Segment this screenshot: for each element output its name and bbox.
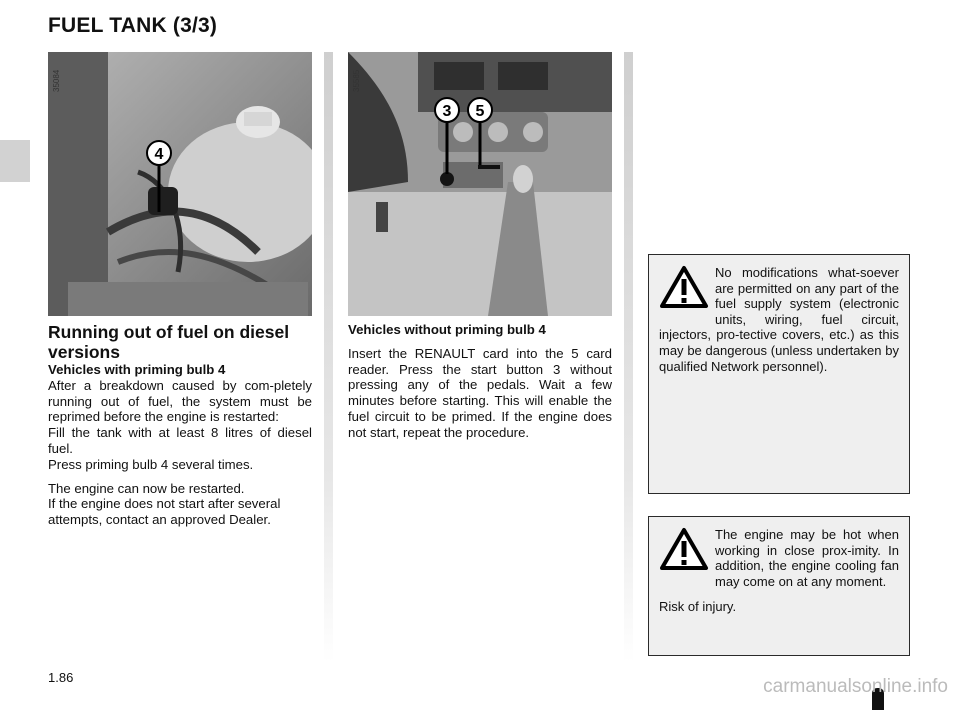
dashboard-photo	[348, 52, 612, 316]
warning-text: No modifications what-soever are permitted on any part of the fuel supply system (electronic units, wiring, fuel circuit, injectors, pro-tective covers, etc.) as this may be dangerous (unless undertaken by qualified Network personnel).	[659, 265, 899, 374]
subheading-without-bulb: Vehicles without priming bulb 4	[348, 322, 546, 337]
paragraph: Fill the tank with at least 8 litres of diesel fuel.	[48, 425, 312, 456]
warning-text: The engine may be hot when working in close prox-imity. In addition, the engine cooling fan may come on at any moment.	[715, 527, 899, 589]
paragraph: If the engine does not start after several attempts, contact an approved Dealer.	[48, 496, 281, 528]
paragraph: After a breakdown caused by com-pletely running out of fuel, the system must be reprimed before the engine is restarted:	[48, 377, 312, 425]
column1-text	[48, 362, 312, 528]
callout-3: 3	[442, 103, 452, 120]
warning-text-risk: Risk of injury.	[659, 599, 737, 615]
section-heading: Running out of fuel on diesel versions	[48, 322, 290, 362]
photo-ref-number: 35084	[52, 69, 61, 92]
page-number: 1.86	[48, 670, 74, 685]
callout-5: 5	[475, 103, 485, 120]
paragraph: Press priming bulb 4 several times.	[48, 456, 254, 472]
column2-text	[348, 322, 612, 441]
photo-ref-number: 35585	[352, 69, 361, 92]
column-divider-1	[324, 52, 333, 662]
paragraph: Insert the RENAULT card into the 5 card reader. Press the start button 3 without pressing any of the pedals. Wait a few minutes before starting. This will enable the fuel circuit to be primed. If the engine does not start, repeat the procedure.	[348, 345, 612, 440]
page-title: FUEL TANK (3/3)	[48, 14, 218, 37]
watermark: carmanualsonline.info	[763, 676, 948, 697]
paragraph: The engine can now be restarted.	[48, 480, 245, 496]
column-divider-2	[624, 52, 633, 662]
callout-4: 4	[154, 146, 164, 163]
subheading-with-bulb: Vehicles with priming bulb 4	[48, 362, 226, 377]
chapter-tab	[0, 140, 30, 182]
warning-box-hot-engine	[648, 516, 910, 656]
warning-box-modifications	[648, 254, 910, 494]
engine-bay-photo	[48, 52, 312, 316]
